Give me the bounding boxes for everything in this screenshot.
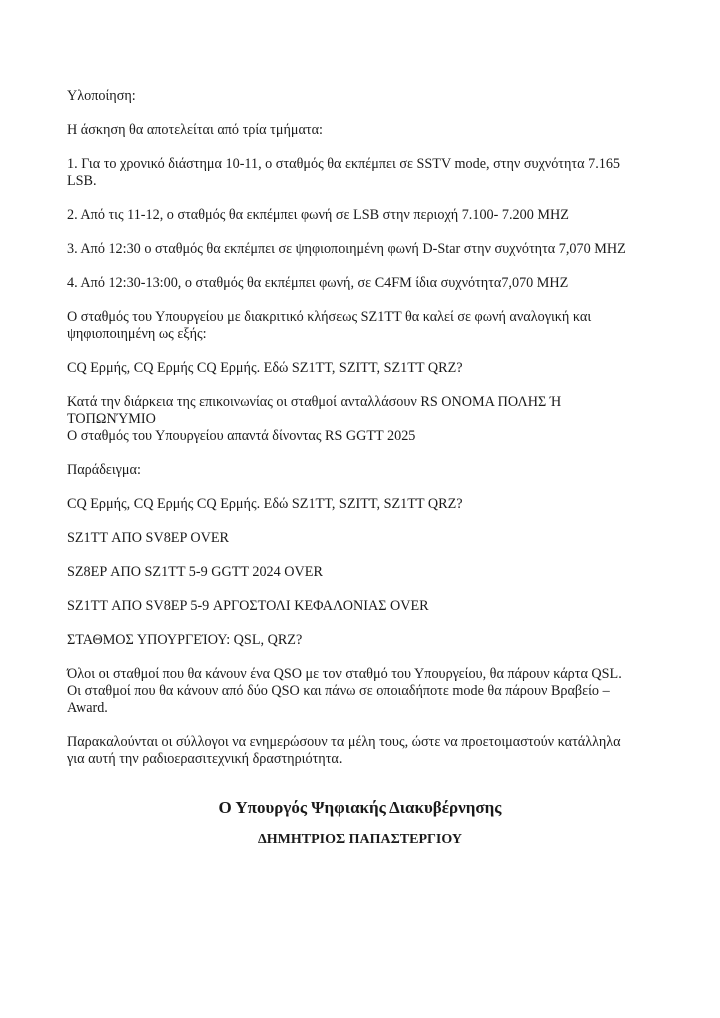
closing-paragraph: Παρακαλούνται οι σύλλογοι να ενημερώσουν τα μέλη τους, ώστε να προετοιμαστούν κατάλληλα για αυτή την ραδιοερασιτεχνική δραστηριότητα. <box>67 734 621 767</box>
part-1-paragraph: 1. Για το χρονικό διάστημα 10-11, ο σταθμός θα εκπέμπει σε SSTV mode, στην συχνότητα 7.165 LSB. <box>67 156 621 189</box>
section-heading: Υλοποίηση: <box>67 88 136 104</box>
call-intro-paragraph: Ο σταθμός του Υπουργείου με διακριτικό κλήσεως SZ1TT θα καλεί σε φωνή αναλογική και ψηφιοποιημένη ως εξής: <box>67 309 592 342</box>
awards-paragraph: Όλοι οι σταθμοί που θα κάνουν ένα QSO με τον σταθμό του Υπουργείου, θα πάρουν κάρτα QSL. Οι σταθμοί που θα κάνουν από δύο QSO και πάνω σε οποιαδήποτε mode θα πάρουν Βραβείο – Award. <box>67 666 622 716</box>
cq-call-line: CQ Ερμής, CQ Ερμής CQ Ερμής. Εδώ SZ1TT, SZITT, SZ1TT QRZ? <box>67 360 463 376</box>
example-line: CQ Ερμής, CQ Ερμής CQ Ερμής. Εδώ SZ1TT, SZITT, SZ1TT QRZ? <box>67 496 463 512</box>
signature-title: Ο Υπουργός Ψηφιακής Διακυβέρνησης <box>218 798 502 817</box>
signature-name: ΔΗΜΗΤΡΙΟΣ ΠΑΠΑΣΤΕΡΓΙΟΥ <box>257 832 463 847</box>
example-line: ΣΤΑΘΜΟΣ ΥΠΟΥΡΓΕΊΟΥ: QSL, QRZ? <box>67 632 303 648</box>
example-label: Παράδειγμα: <box>67 462 141 478</box>
part-3-paragraph: 3. Από 12:30 ο σταθμός θα εκπέμπει σε ψηφιοποιημένη φωνή D-Star στην συχνότητα 7,070 MHZ <box>67 241 626 257</box>
example-line: SZ1TT ΑΠΟ SV8EP OVER <box>67 530 229 546</box>
exchange-paragraph: Κατά την διάρκεια της επικοινωνίας οι σταθμοί ανταλλάσουν RS ΟΝΟΜΑ ΠΟΛΗΣ Ή ΤΟΠΩΝΎΜΙΟ Ο σταθμός του Υπουργείου απαντά δίνοντας RS GGTT 2025 <box>67 394 562 444</box>
part-4-paragraph: 4. Από 12:30-13:00, ο σταθμός θα εκπέμπει φωνή, σε C4FM ίδια συχνότητα7,070 MHZ <box>67 275 569 291</box>
example-line: SZ8EP ΑΠΟ SZ1TT 5-9 GGTT 2024 OVER <box>67 564 323 580</box>
intro-paragraph: Η άσκηση θα αποτελείται από τρία τμήματα: <box>67 122 323 138</box>
part-2-paragraph: 2. Από τις 11-12, ο σταθμός θα εκπέμπει φωνή σε LSB στην περιοχή 7.100- 7.200 MHZ <box>67 207 569 223</box>
example-line: SZ1TT ΑΠΟ SV8EP 5-9 ΑΡΓΟΣΤΟΛΙ ΚΕΦΑΛΟΝΙΑΣ OVER <box>67 598 429 614</box>
